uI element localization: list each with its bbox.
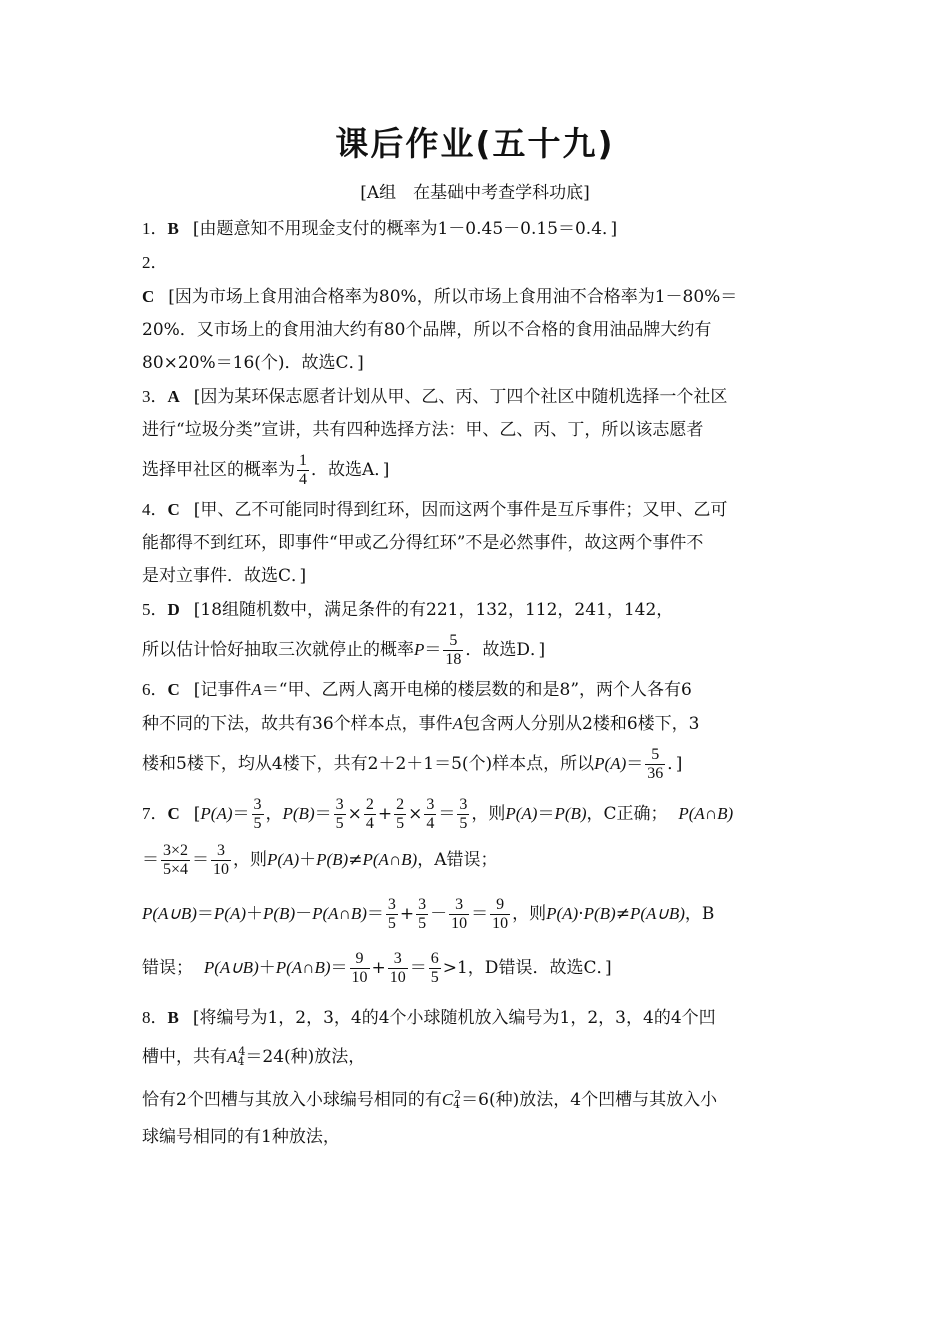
answer-7-line2 bbox=[142, 837, 808, 883]
explanation-line: 选择甲社区的概率为 bbox=[142, 460, 295, 480]
math-var: C bbox=[441, 1090, 454, 1109]
math-expr: P(B) bbox=[263, 904, 296, 923]
math-expr: P(A∪B) bbox=[203, 958, 259, 977]
math-expr: P(B) bbox=[554, 804, 587, 823]
explanation-line: [记事件 bbox=[193, 680, 252, 700]
explanation-line: [甲、乙不可能同时得到红环，因而这两个事件是互斥事件；又甲、乙可 bbox=[193, 500, 728, 520]
explanation-line: 包含两人分别从2楼和6楼下，3 bbox=[463, 714, 700, 734]
math-subscript: 4 bbox=[237, 1055, 245, 1068]
fraction: $\frac{3}{5}$ bbox=[459, 796, 468, 832]
fraction: $\frac{3}{10}$ bbox=[451, 896, 468, 932]
op: ＋ bbox=[299, 850, 317, 870]
math-expr: P(B) bbox=[282, 804, 315, 823]
question-number: 2． bbox=[142, 253, 168, 272]
op: ＋ bbox=[258, 958, 276, 978]
explanation-line: ＝24(种)放法， bbox=[245, 1047, 366, 1067]
fraction: $\frac{3}{5}$ bbox=[418, 896, 427, 932]
explanation-line: [因为市场上食用油合格率为80%，所以市场上食用油不合格率为1－80%＝ bbox=[168, 287, 738, 307]
op: ≠ bbox=[615, 904, 630, 924]
explanation-line: 20%．又市场上的食用油大约有80个品牌，所以不合格的食用油品牌大约有 bbox=[142, 320, 712, 340]
section-subtitle: [A组 在基础中考查学科功底] bbox=[360, 183, 590, 203]
explanation-line: 是对立事件．故选C．] bbox=[142, 566, 307, 586]
math-expr: P(A∩B) bbox=[362, 850, 418, 869]
math-var: A bbox=[227, 1047, 238, 1066]
answer-6-cont bbox=[142, 741, 808, 787]
fraction: $\frac{2}{4}$ bbox=[365, 796, 374, 832]
explanation-line: ＝ bbox=[626, 754, 644, 774]
math-var: A bbox=[452, 714, 464, 733]
text: ，A错误； bbox=[417, 850, 498, 870]
fraction: $\frac{1}{4}$ bbox=[299, 452, 307, 488]
fraction: $\frac{5}{18}$ bbox=[445, 632, 462, 668]
answer-choice: C bbox=[167, 500, 180, 519]
explanation-line: 能都得不到红环，即事件“甲或乙分得红环”不是必然事件，故这两个事件不 bbox=[142, 533, 704, 553]
bracket: [ bbox=[193, 804, 201, 824]
math-var: A bbox=[251, 680, 262, 699]
math-expr: P(A) bbox=[594, 754, 627, 773]
explanation: [由题意知不用现金支付的概率为1－0.45－0.15＝0.4．] bbox=[192, 219, 618, 239]
answer-choice: C bbox=[167, 680, 180, 699]
answer-1 bbox=[142, 212, 808, 246]
explanation-line: ＝“甲、乙两人离开电梯的楼层数的和是8”，两个人各有6 bbox=[261, 680, 692, 700]
math-superscript: 2 bbox=[454, 1088, 462, 1101]
explanation-line: 80×20%＝16(个)．故选C．] bbox=[142, 353, 364, 373]
explanation-line: 种不同的下法，故共有36个样本点，事件 bbox=[142, 714, 453, 734]
fraction: $\frac{3}{10}$ bbox=[389, 950, 406, 986]
op: ， bbox=[265, 804, 283, 824]
fraction: $\frac{3}{5}$ bbox=[253, 796, 262, 832]
explanation-line: ．故选D．] bbox=[465, 640, 546, 660]
explanation-line: 所以估计恰好抽取三次就停止的概率 bbox=[142, 640, 414, 660]
op: + bbox=[399, 904, 415, 924]
fraction: $\frac{3}{5}$ bbox=[335, 796, 344, 832]
op: － bbox=[430, 904, 448, 924]
op: － bbox=[295, 904, 313, 924]
math-expr: P(A∩B) bbox=[275, 958, 331, 977]
explanation-line: [将编号为1，2，3，4的4个小球随机放入编号为1，2，3，4的4个凹 bbox=[192, 1008, 716, 1028]
answer-choice: B bbox=[167, 1008, 179, 1027]
answer-7 bbox=[142, 791, 808, 837]
answer-3 bbox=[142, 380, 808, 447]
text: ，C正确； bbox=[586, 804, 668, 824]
op: ＝ bbox=[196, 904, 214, 924]
fraction: $\frac{2}{5}$ bbox=[396, 796, 405, 832]
page-title: 课后作业(五十九) bbox=[335, 124, 615, 163]
op: ＋ bbox=[246, 904, 264, 924]
fraction: $\frac{9}{10}$ bbox=[492, 896, 509, 932]
answer-7-line4 bbox=[142, 945, 808, 991]
explanation-line: 球编号相同的有1种放法， bbox=[142, 1127, 340, 1147]
question-number: 6． bbox=[142, 680, 168, 699]
math-expr: P(B) bbox=[316, 850, 349, 869]
op: ＝ bbox=[366, 904, 384, 924]
math-expr: P(A) bbox=[505, 804, 538, 823]
op: ＝ bbox=[192, 850, 210, 870]
math-expr: P(A) bbox=[546, 904, 579, 923]
op: ＝ bbox=[471, 904, 489, 924]
question-number: 5． bbox=[142, 600, 168, 619]
answer-7-line3 bbox=[142, 891, 808, 937]
text: >1，D错误．故选C．] bbox=[442, 958, 612, 978]
answer-5-cont bbox=[142, 627, 808, 673]
question-number: 7． bbox=[142, 804, 168, 823]
text: ，则 bbox=[512, 904, 547, 924]
explanation-line: ＝ bbox=[424, 640, 442, 660]
op: ≠ bbox=[348, 850, 363, 870]
explanation-line: [18组随机数中，满足条件的有221，132，112，241，142， bbox=[193, 600, 674, 620]
op: ＝ bbox=[232, 804, 250, 824]
op: ＝ bbox=[537, 804, 555, 824]
op: ＝ bbox=[330, 958, 348, 978]
answer-4 bbox=[142, 493, 808, 593]
explanation-line: 槽中，共有 bbox=[142, 1047, 227, 1067]
question-number: 4． bbox=[142, 500, 168, 519]
answer-choice: D bbox=[167, 600, 180, 619]
fraction: $\frac{6}{5}$ bbox=[430, 950, 439, 986]
op: + bbox=[371, 958, 386, 978]
fraction: $\frac{3}{10}$ bbox=[213, 842, 230, 878]
op: × bbox=[347, 804, 362, 824]
answer-5 bbox=[142, 593, 808, 627]
math-expr: P(A) bbox=[213, 904, 247, 923]
fraction: $\frac{3}{5}$ bbox=[387, 896, 396, 932]
answer-choice: A bbox=[167, 387, 180, 406]
answer-choice: C bbox=[142, 287, 155, 306]
math-superscript: 4 bbox=[238, 1045, 246, 1058]
explanation-line: ．故选A．] bbox=[311, 460, 390, 480]
math-expr: P(A∪B) bbox=[629, 904, 685, 923]
op: · bbox=[578, 904, 584, 924]
explanation-line: 恰有2个凹槽与其放入小球编号相同的有 bbox=[142, 1090, 442, 1110]
op: + bbox=[377, 804, 393, 824]
math-expr: P(A∩B) bbox=[312, 904, 367, 923]
explanation-line: [因为某环保志愿者计划从甲、乙、丙、丁四个社区中随机选择一个社区 bbox=[193, 387, 728, 407]
fraction: $\frac{3\times 2}{5\times 4}$ bbox=[163, 842, 189, 878]
math-expr: P(A∩B) bbox=[678, 804, 734, 823]
text: ，则 bbox=[233, 850, 268, 870]
question-number: 8． bbox=[142, 1008, 168, 1027]
text: ，B bbox=[684, 904, 715, 924]
answer-2-number bbox=[142, 246, 808, 280]
text: 错误； bbox=[142, 958, 193, 978]
op: × bbox=[408, 804, 423, 824]
explanation-line: 进行“垃圾分类”宣讲，共有四种选择方法：甲、乙、丙、丁，所以该志愿者 bbox=[142, 420, 704, 440]
op: ＝ bbox=[409, 958, 427, 978]
answer-choice: B bbox=[167, 219, 179, 238]
question-number: 1． bbox=[142, 219, 168, 238]
explanation-line: 楼和5楼下，均从4楼下，共有2＋2＋1＝5(个)样本点，所以 bbox=[142, 754, 595, 774]
answer-2 bbox=[142, 280, 808, 380]
fraction: $\frac{3}{4}$ bbox=[426, 796, 435, 832]
fraction: $\frac{9}{10}$ bbox=[351, 950, 368, 986]
text: ，则 bbox=[471, 804, 506, 824]
fraction: $\frac{5}{36}$ bbox=[647, 746, 664, 782]
answer-choice: C bbox=[167, 804, 180, 823]
explanation-line: ．] bbox=[667, 754, 683, 774]
math-var: P bbox=[414, 640, 425, 659]
answer-3-cont bbox=[142, 447, 808, 493]
math-expr: P(A∪B) bbox=[142, 904, 197, 923]
math-expr: P(A) bbox=[200, 804, 233, 823]
math-subscript: 4 bbox=[453, 1098, 461, 1111]
math-expr: P(B) bbox=[583, 904, 616, 923]
math-expr: P(A) bbox=[267, 850, 300, 869]
op: ＝ bbox=[142, 850, 159, 870]
answer-8 bbox=[142, 1001, 808, 1154]
question-number: 3． bbox=[142, 387, 168, 406]
op: ＝ bbox=[314, 804, 332, 824]
explanation-line: ＝6(种)放法，4个凹槽与其放入小 bbox=[461, 1090, 718, 1110]
op: ＝ bbox=[438, 804, 456, 824]
answer-6 bbox=[142, 673, 808, 741]
